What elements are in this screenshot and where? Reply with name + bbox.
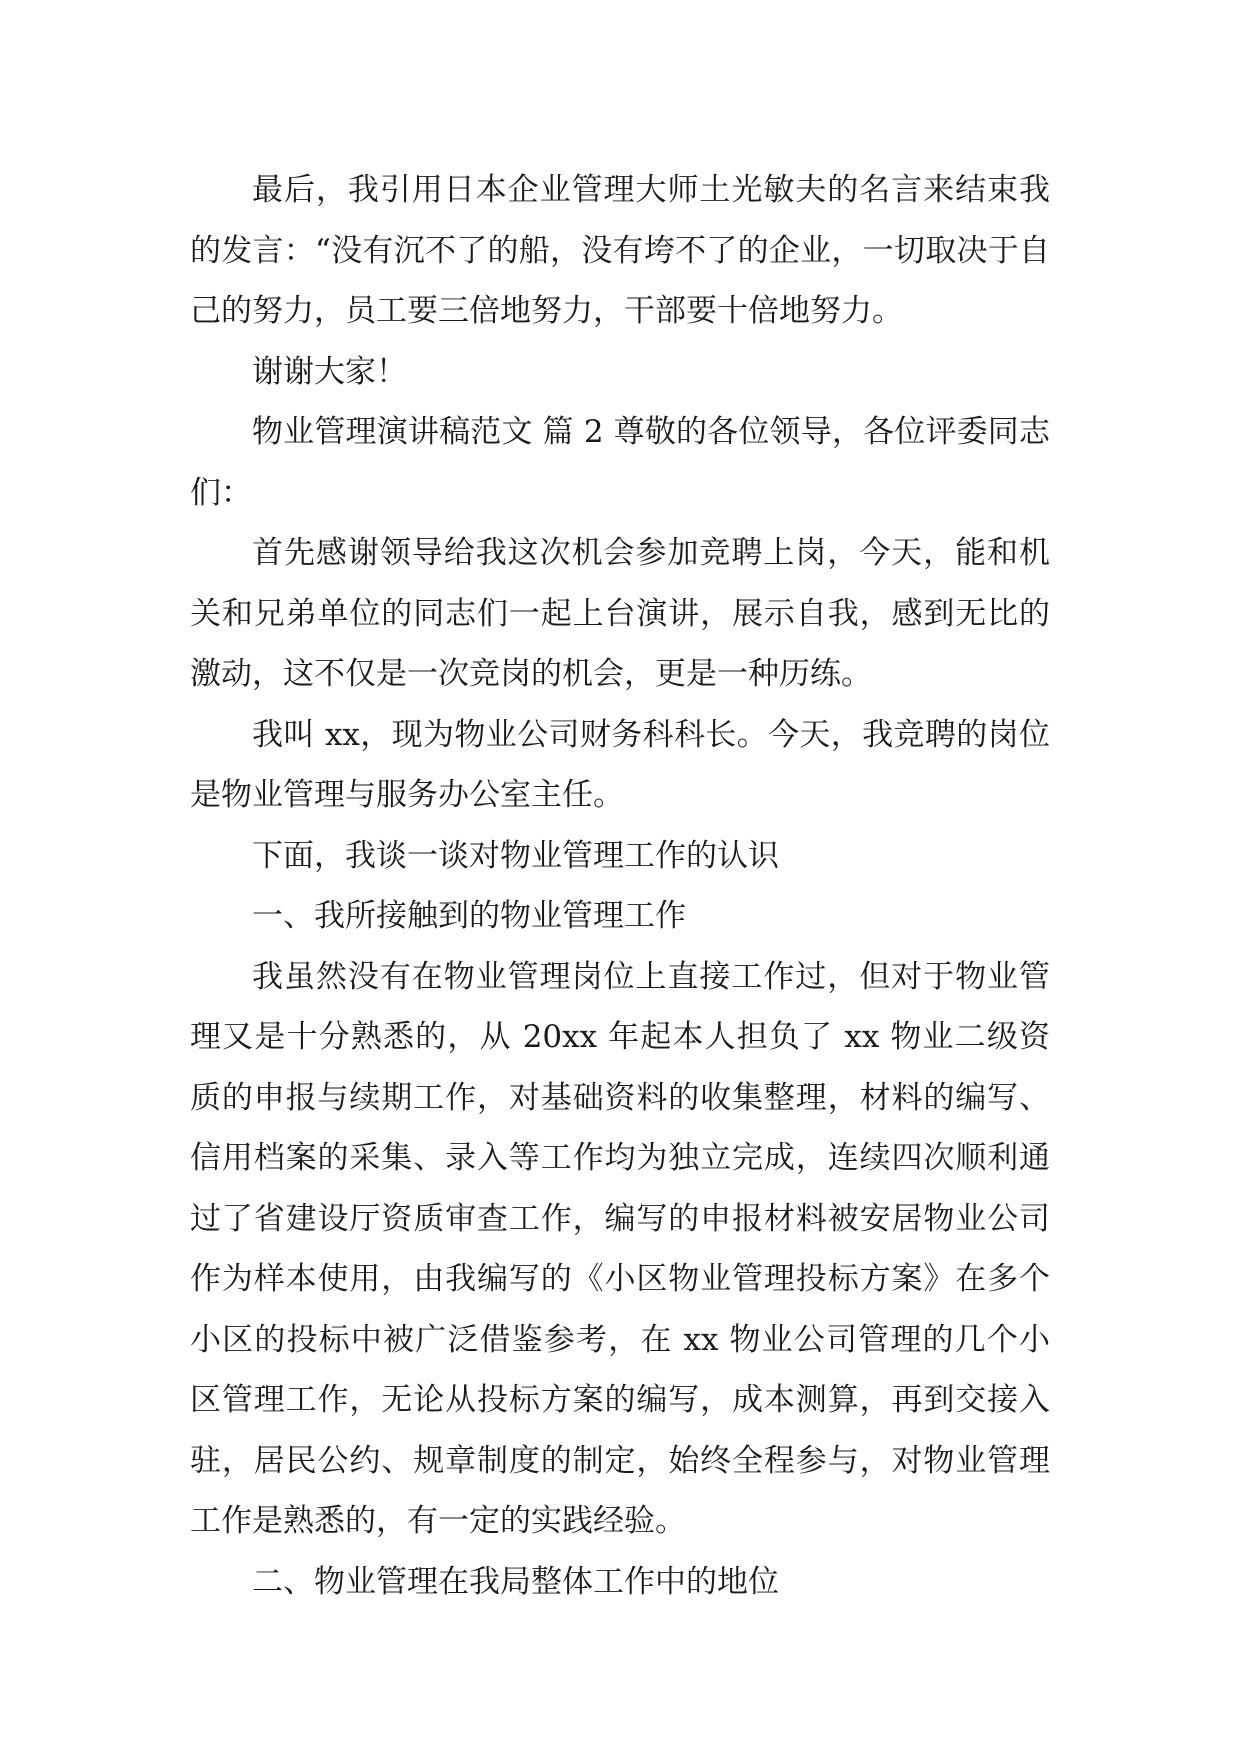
paragraph-speech-2-heading: 物业管理演讲稿范文 篇 2 尊敬的各位领导，各位评委同志们：	[190, 414, 1050, 511]
paragraph-closing-quote: 最后，我引用日本企业管理大师土光敏夫的名言来结束我的发言：“没有沉不了的船，没有垮不了的企业，一切取决于自己的努力，员工要三倍地努力，干部要十倍地努力。	[190, 172, 1050, 329]
paragraph-opening: 首先感谢领导给我这次机会参加竞聘上岗，今天，能和机关和兄弟单位的同志们一起上台演讲，展示自我，感到无比的激动，这不仅是一次竞岗的机会，更是一种历练。	[190, 535, 1050, 692]
paragraph-experience: 我虽然没有在物业管理岗位上直接工作过，但对于物业管理又是十分熟悉的，从 20xx 年起本人担负了 xx 物业二级资质的申报与续期工作，对基础资料的收集整理，材料的编写、信用档案的采集、录入等工作均为独立完成，连续四次顺利通过了省建设厅资质审查工作，编写的申报材料被安居物业公司作为样本使用，由我编写的《小区物业管理投标方案》在多个小区的投标中被广泛借鉴参考，在 xx 物业公司管理的几个小区管理工作，无论从投标方案的编写，成本测算，再到交接入驻，居民公约、规章制度的制定，始终全程参与，对物业管理工作是熟悉的，有一定的实践经验。	[190, 958, 1050, 1539]
paragraph-thanks: 谢谢大家！	[252, 353, 407, 390]
paragraph-transition: 下面，我谈一谈对物业管理工作的认识	[252, 837, 779, 874]
paragraph-self-intro: 我叫 xx，现为物业公司财务科科长。今天，我竞聘的岗位是物业管理与服务办公室主任。	[190, 716, 1050, 813]
section-heading-1: 一、我所接触到的物业管理工作	[252, 898, 686, 934]
document-body	[190, 160, 1050, 1612]
section-heading-2: 二、物业管理在我局整体工作中的地位	[252, 1563, 779, 1600]
